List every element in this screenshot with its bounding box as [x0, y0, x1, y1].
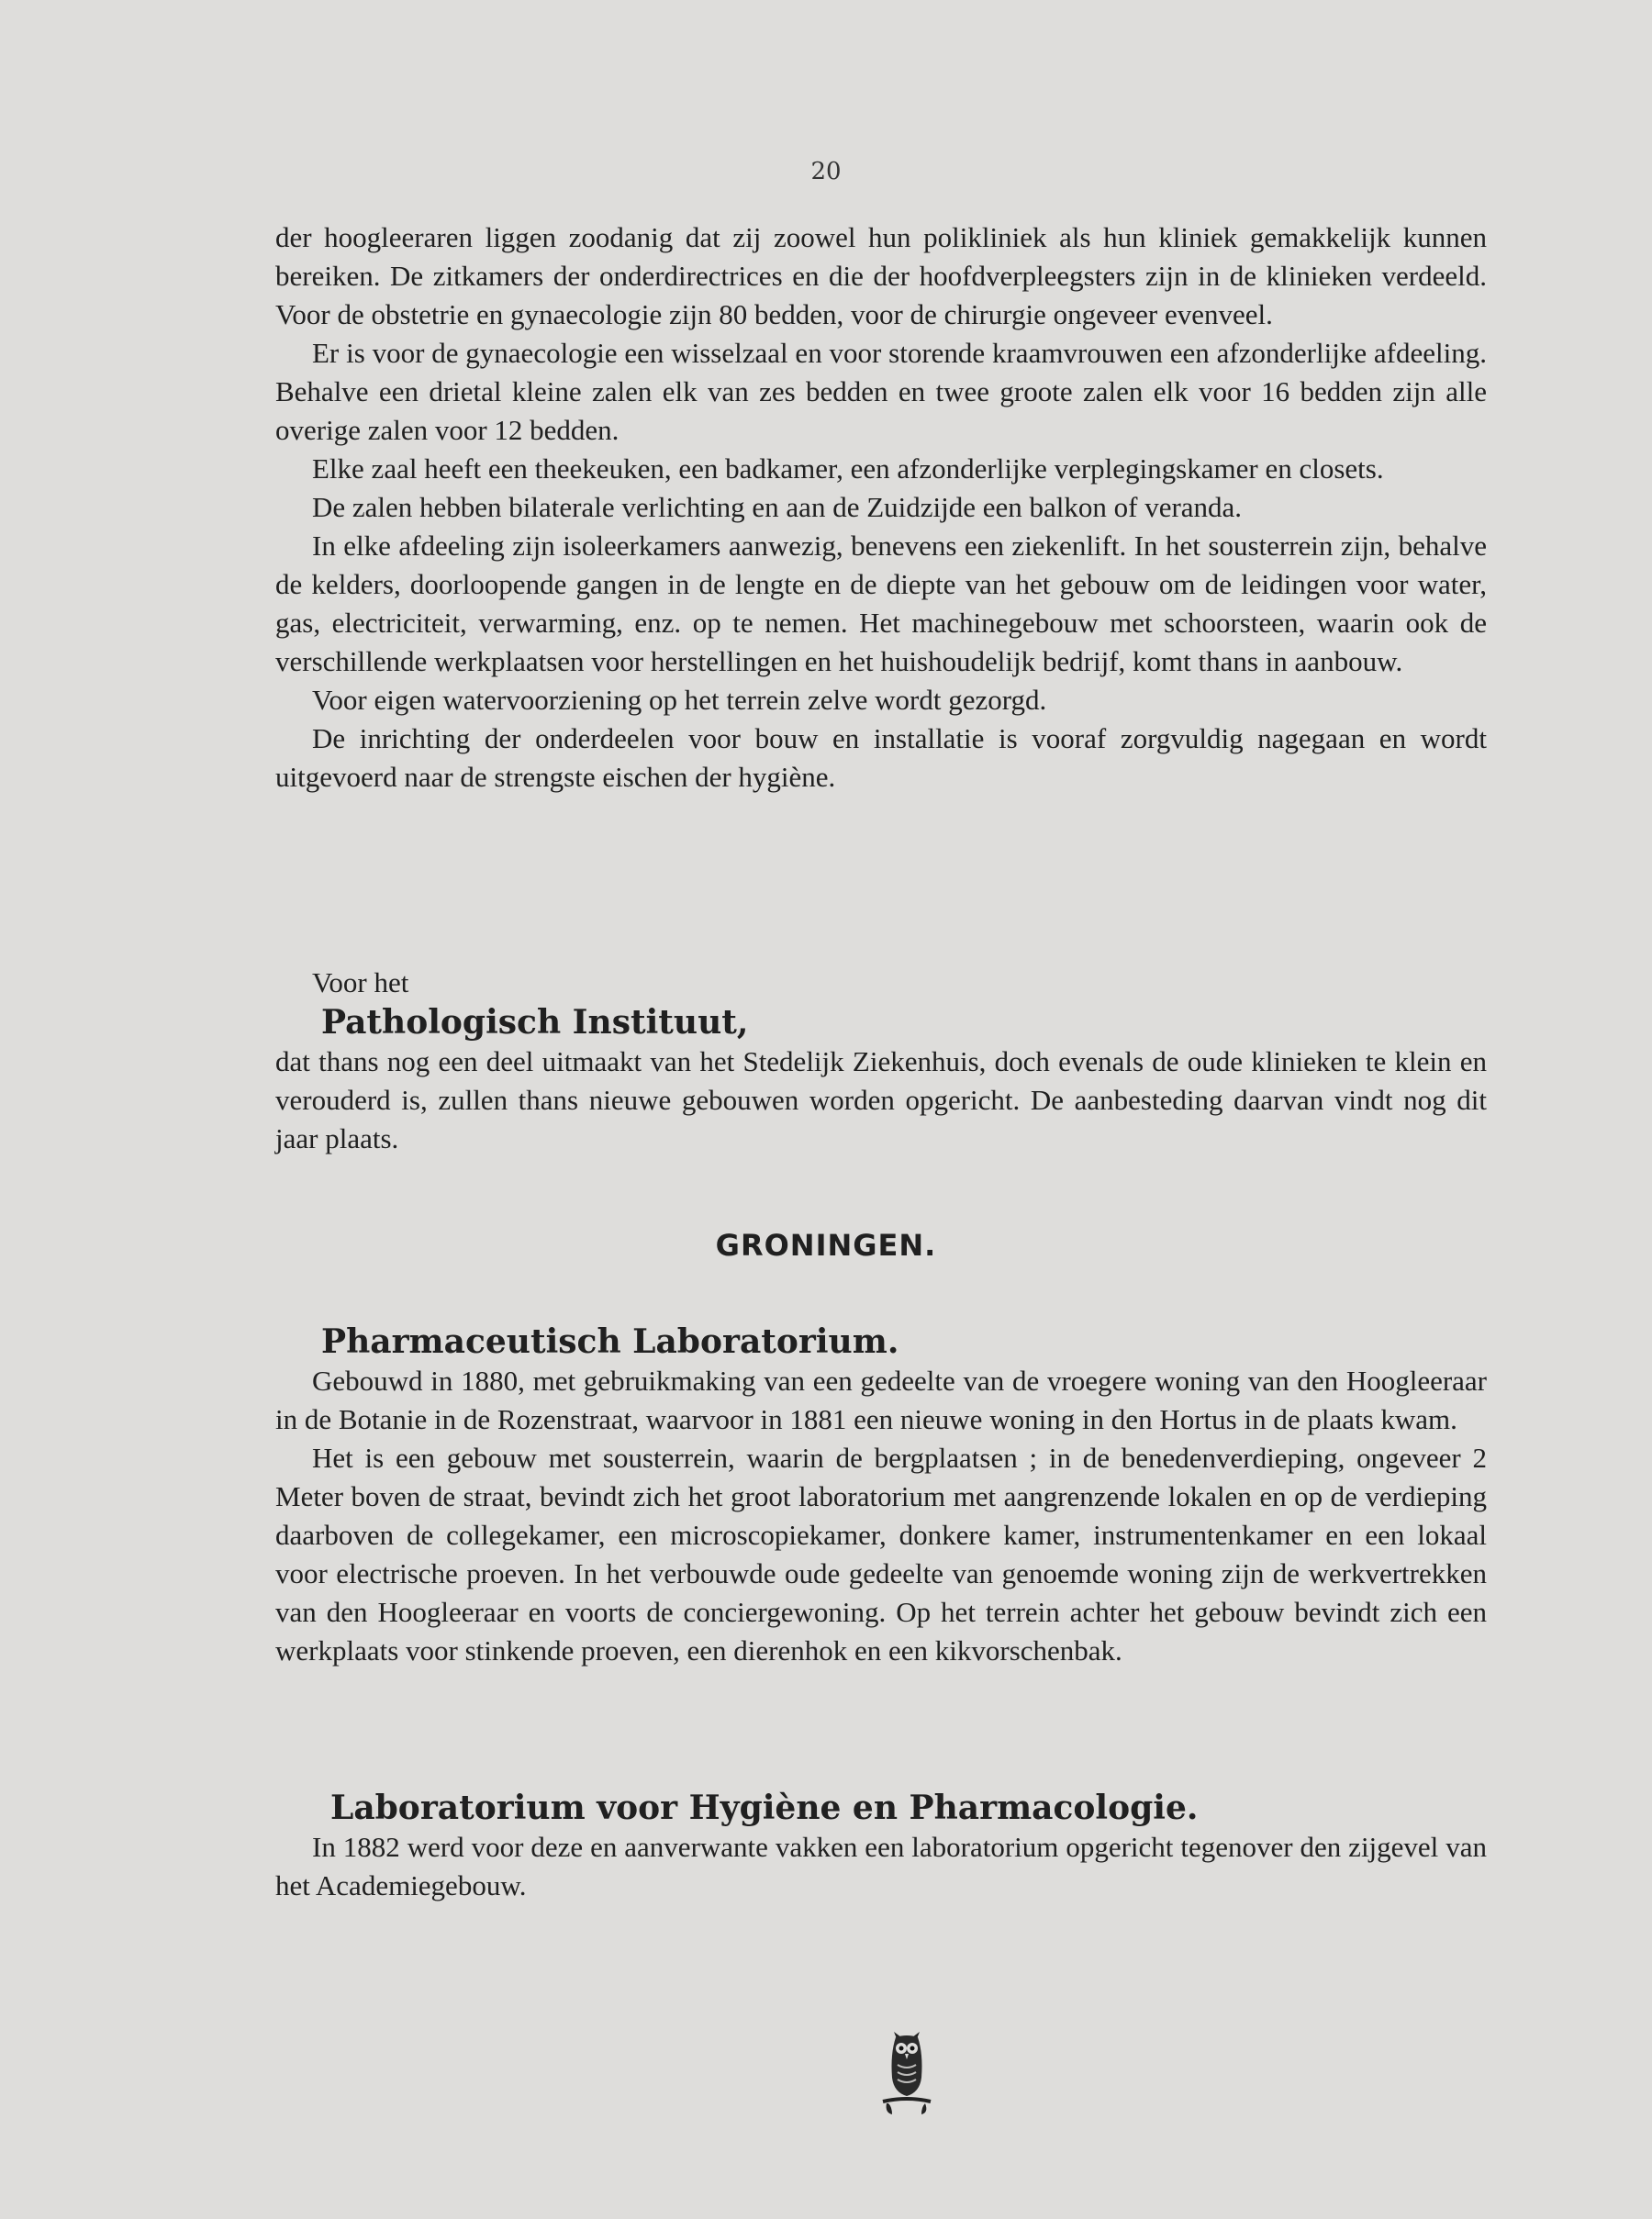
paragraph: Voor eigen watervoorziening op het terrein zelve wordt gezorgd. [312, 684, 1047, 716]
paragraph: In elke afdeeling zijn isoleerkamers aanwezig, benevens een ziekenlift. In het sousterrein zijn, behalve de kelders, doorloopende gangen in de lengte en de diepte van het gebouw om de leidingen voor water, gas, electriciteit, verwarming, enz. op te nemen. Het machinegebouw met schoorsteen, waarin ook de verschillende werkplaatsen voor herstellingen en het huishoudelijk bedrijf, komt thans in aanbouw. [275, 530, 1487, 677]
section-heading: Laboratorium voor Hygiène en Pharmacologie. [330, 1789, 1199, 1827]
paragraph: De inrichting der onderdeelen voor bouw en installatie is vooraf zorgvuldig nagegaan en wordt uitgevoerd naar de strengste eischen der hygiène. [275, 722, 1487, 793]
city-heading: GRONINGEN. [715, 1228, 937, 1263]
paragraph: Het is een gebouw met sousterrein, waarin de bergplaatsen ; in de benedenverdieping, ongeveer 2 Meter boven de straat, bevindt zich het groot laboratorium met aangrenzende lokalen en op de verdieping daarboven de collegekamer, een microscopiekamer, donkere kamer, instrumentenkamer en een lokaal voor electrische proeven. In het verbouwde oude gedeelte van genoemde woning zijn de werkvertrekken van den Hoogleeraar en voorts de conciergewoning. Op het terrein achter het gebouw bevindt zich een werkplaats voor stinkende proeven, een dierenhok en een kikvorschenbak. [275, 1442, 1487, 1667]
paragraph: Er is voor de gynaecologie een wisselzaal en voor storende kraamvrouwen een afzonderlijke afdeeling. Behalve een drietal kleine zalen elk van zes bedden en twee groote zalen elk voor 16 bedden zijn alle overige zalen voor 12 bedden. [275, 337, 1487, 446]
section-intro: Voor het [312, 966, 409, 998]
paragraph: Elke zaal heeft een theekeuken, een badkamer, een afzonderlijke verplegingskamer en closets. [312, 452, 1384, 485]
section-heading: Pathologisch Instituut, [321, 1003, 749, 1042]
section-heading: Pharmaceutisch Laboratorium. [321, 1322, 899, 1361]
pathologisch-section [275, 964, 1487, 1158]
paragraph: In 1882 werd voor deze en aanverwante vakken een laboratorium opgericht tegenover den zijgevel van het Academiegebouw. [275, 1831, 1487, 1901]
paragraph: dat thans nog een deel uitmaakt van het Stedelijk Ziekenhuis, doch evenals de oude klinieken te klein en verouderd is, zullen thans nieuwe gebouwen worden opgericht. De aanbesteding daarvan vindt nog dit jaar plaats. [275, 1045, 1487, 1154]
page-number: 20 [810, 158, 842, 185]
hygiene-section [275, 1788, 1487, 1905]
paragraph: Gebouwd in 1880, met gebruikmaking van een gedeelte van de vroegere woning van den Hoogleeraar in de Botanie in de Rozenstraat, waarvoor in 1881 een nieuwe woning in den Hortus in de plaats kwam. [275, 1365, 1487, 1435]
paragraph: De zalen hebben bilaterale verlichting en aan de Zuidzijde een balkon of veranda. [312, 491, 1243, 523]
owl-ornament-icon [881, 2026, 932, 2118]
pharmaceutisch-section [275, 1321, 1487, 1670]
paragraph: der hoogleeraren liggen zoodanig dat zij zoowel hun polikliniek als hun kliniek gemakkelijk kunnen bereiken. De zitkamers der onderdirectrices en die der hoofdverpleegsters zijn in de klinieken verdeeld. Voor de obstetrie en gynaecologie zijn 80 bedden, voor de chirurgie ongeveer evenveel. [275, 221, 1487, 330]
continuation-section [275, 218, 1487, 797]
